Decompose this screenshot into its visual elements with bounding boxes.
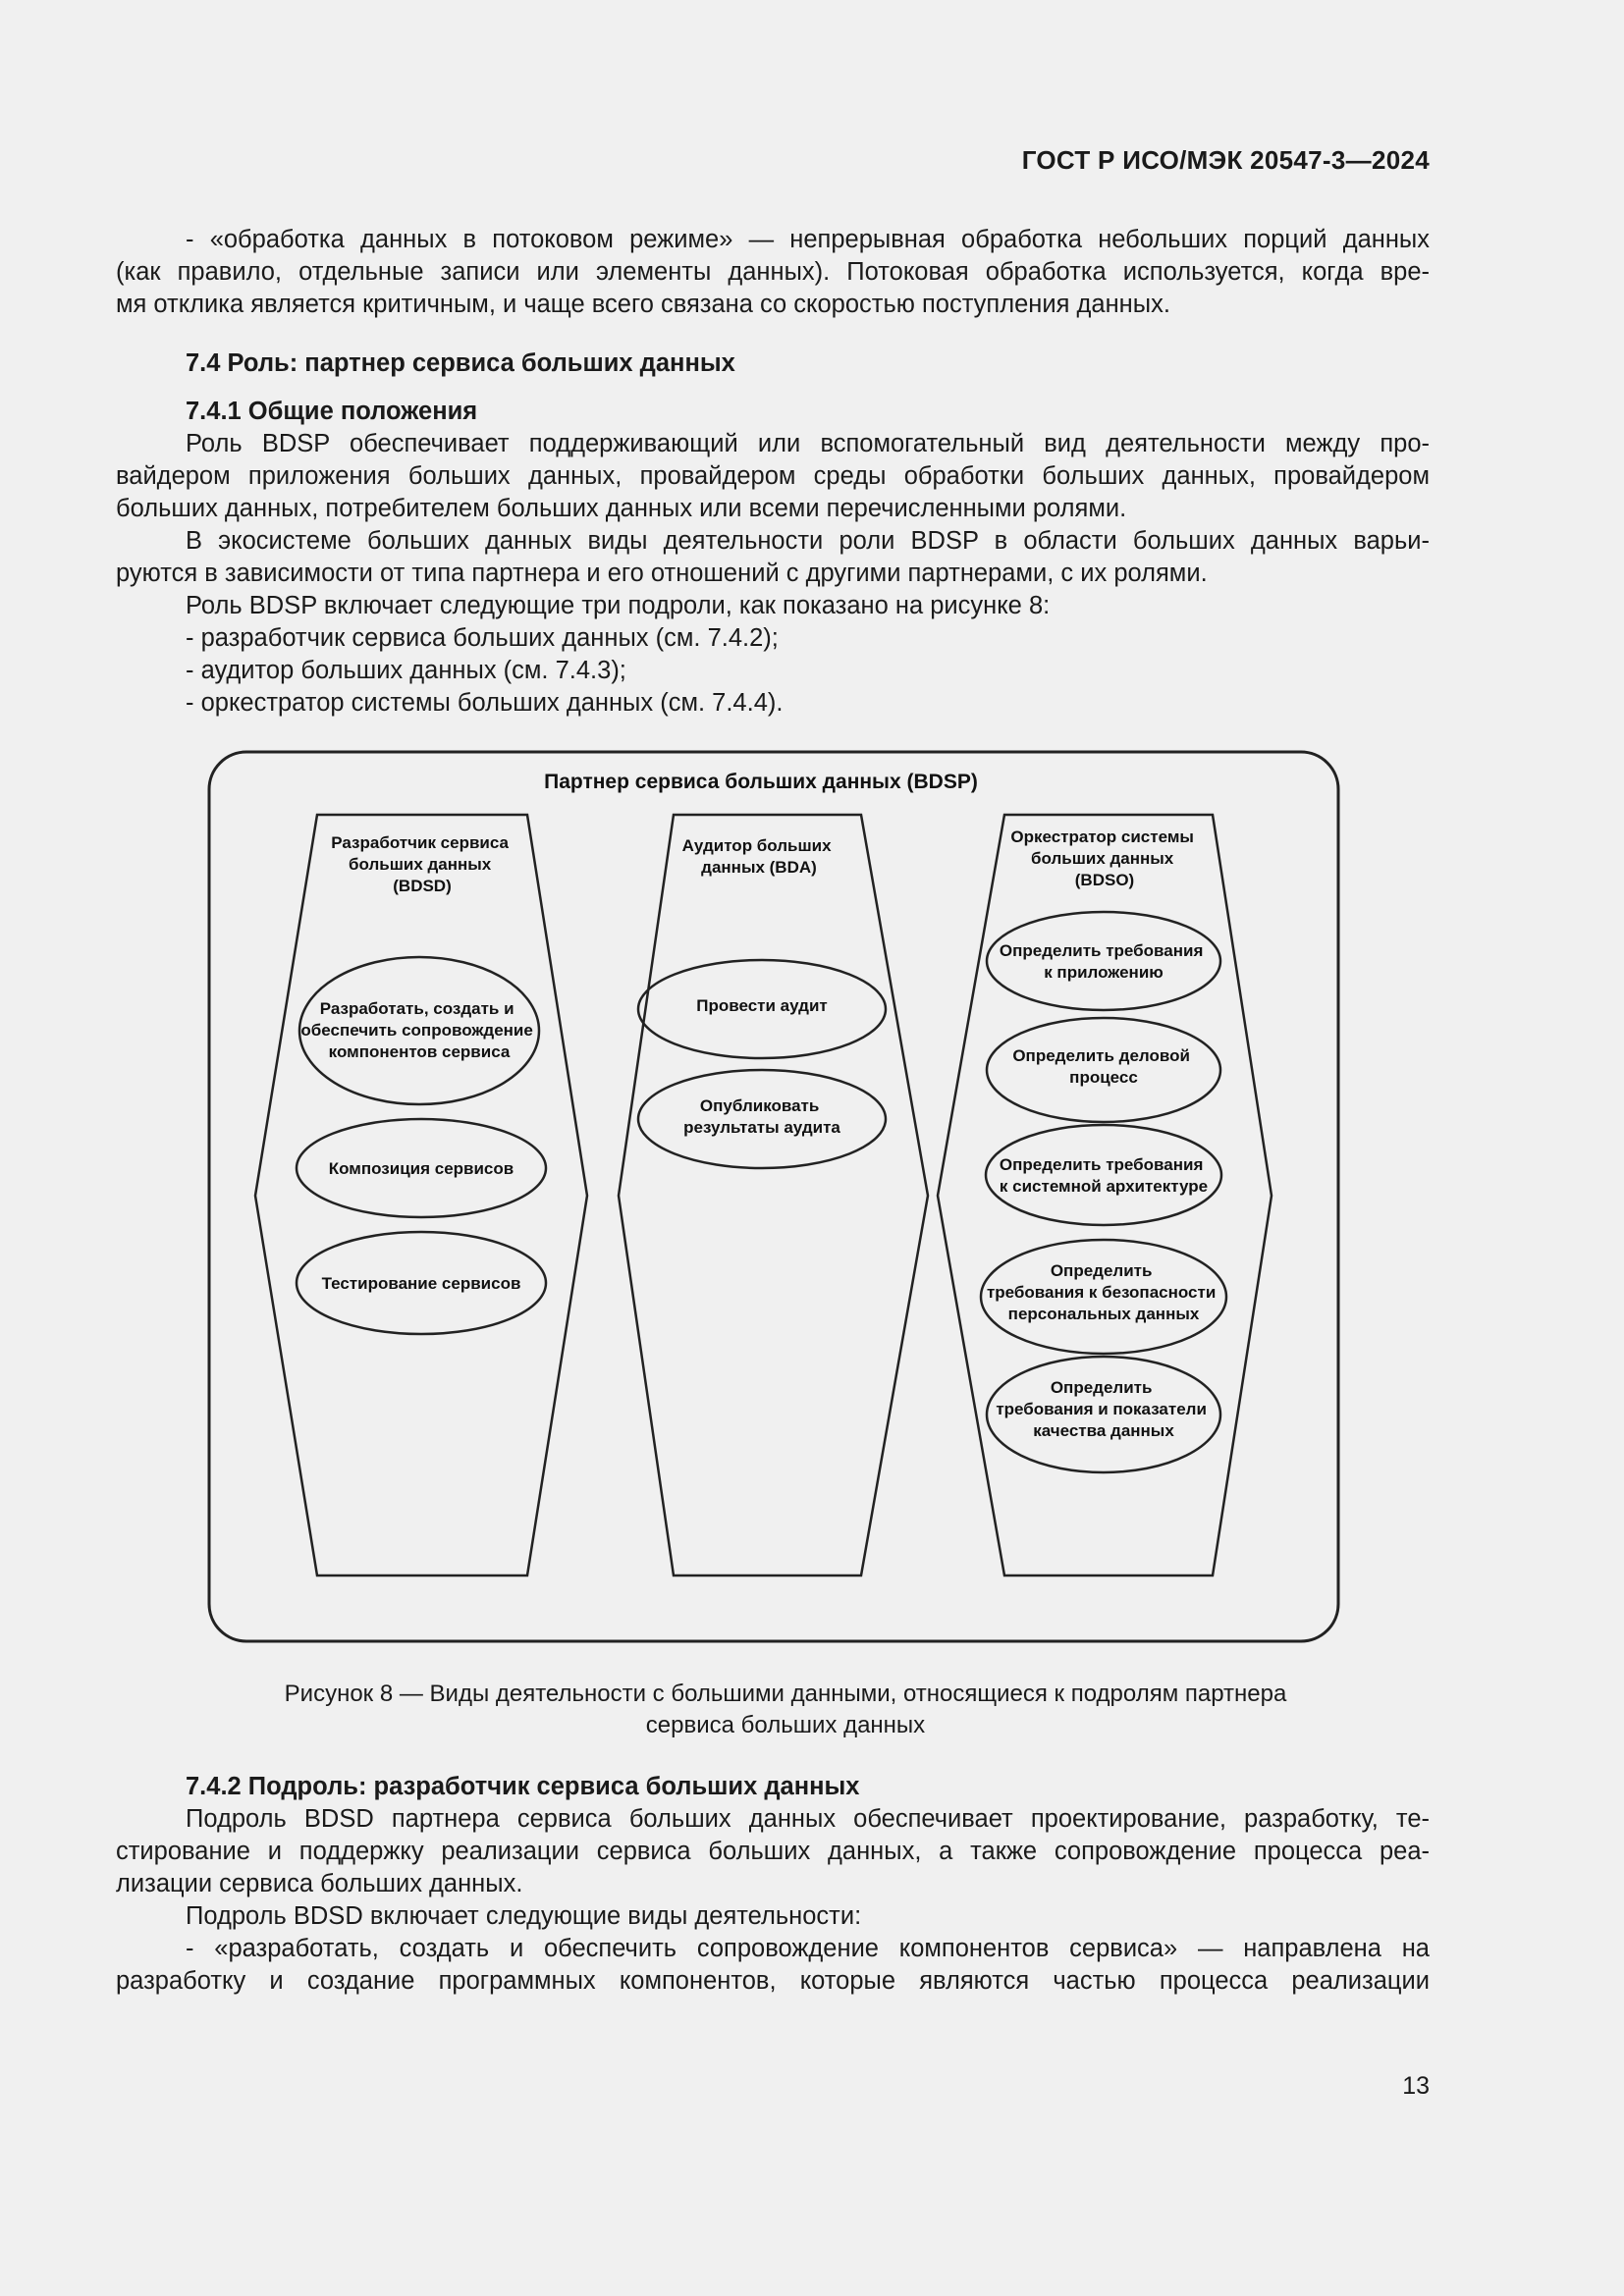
paragraph-line: Роль BDSP обеспечивает поддерживающий или вспомогательный вид деятельности между про- bbox=[186, 430, 1430, 457]
caption-line: Рисунок 8 — Виды деятельности с большими данными, относящиеся к подролям партнера bbox=[284, 1681, 1287, 1707]
intro-line: (как правило, отдельные записи или элементы данных). Потоковая обработка используется, когда вре- bbox=[116, 258, 1430, 286]
section-7-4-2 bbox=[116, 1771, 1430, 1998]
bdso-title: Оркестратор системы больших данных (BDSO) bbox=[1010, 828, 1194, 889]
subsection-heading: 7.4.2 Подроль: разработчик сервиса больших данных bbox=[186, 1773, 860, 1800]
paragraph-line: стирование и поддержку реализации сервиса больших данных, а также сопровождение процесса реа- bbox=[116, 1838, 1430, 1865]
bda-hexagon bbox=[619, 815, 928, 1575]
bda-title: Аудитор больших данных (BDA) bbox=[681, 836, 832, 877]
subsection-heading: 7.4.1 Общие положения bbox=[186, 398, 478, 425]
activity-personal-data-security: Определить требования к безопасности персональных данных bbox=[986, 1261, 1217, 1323]
bdsd-hexagon bbox=[255, 815, 587, 1575]
activity-system-architecture: Определить требования к системной архитектуре bbox=[999, 1155, 1209, 1196]
paragraph-line: В экосистеме больших данных виды деятельности роли BDSP в области больших данных варьи- bbox=[186, 527, 1430, 555]
activity-app-requirements: Определить требования к приложению bbox=[999, 941, 1204, 982]
paragraph-line: Роль BDSP включает следующие три подроли, как показано на рисунке 8: bbox=[186, 592, 1051, 619]
paragraph-line: Подроль BDSD включает следующие виды деятельности: bbox=[186, 1902, 862, 1930]
activity-publish-audit-results: Опубликовать результаты аудита bbox=[683, 1096, 840, 1137]
activity-business-process: Определить деловой процесс bbox=[1012, 1046, 1190, 1087]
paragraph-line: больших данных, потребителем больших данных или всеми перечисленными ролями. bbox=[116, 495, 1127, 522]
list-item: - разработчик сервиса больших данных (см. 7.4.2); bbox=[186, 624, 779, 652]
paragraph-line: разработку и создание программных компонентов, которые являются частью процесса реализации bbox=[116, 1967, 1430, 1995]
paragraph-line: - «разработать, создать и обеспечить сопровождение компонентов сервиса» — направлена на bbox=[186, 1935, 1430, 1962]
list-item: - оркестратор системы больших данных (см. 7.4.4). bbox=[186, 689, 784, 717]
activity-service-testing: Тестирование сервисов bbox=[321, 1274, 521, 1293]
caption-line: сервиса больших данных bbox=[645, 1712, 926, 1738]
activity-service-composition: Композиция сервисов bbox=[328, 1159, 514, 1178]
intro-line: мя отклика является критичным, и чаще всего связана со скоростью поступления данных. bbox=[116, 291, 1170, 318]
paragraph-line: Подроль BDSD партнера сервиса больших данных обеспечивает проектирование, разработку, те- bbox=[186, 1805, 1430, 1833]
bdsp-outer-frame bbox=[209, 752, 1338, 1641]
list-item: - аудитор больших данных (см. 7.4.3); bbox=[186, 657, 626, 684]
paragraph-line: лизации сервиса больших данных. bbox=[116, 1870, 523, 1897]
activity-conduct-audit: Провести аудит bbox=[696, 996, 828, 1015]
activity-develop-components: Разработать, создать и обеспечить сопровождение компонентов сервиса bbox=[300, 999, 533, 1061]
section-heading: 7.4 Роль: партнер сервиса больших данных bbox=[186, 349, 735, 377]
paragraph-line: вайдером приложения больших данных, провайдером среды обработки больших данных, провайдером bbox=[116, 462, 1430, 490]
page-number: 13 bbox=[1402, 2072, 1430, 2100]
document-header-title: ГОСТ Р ИСО/МЭК 20547-3—2024 bbox=[1021, 145, 1430, 175]
figure-title: Партнер сервиса больших данных (BDSP) bbox=[544, 771, 978, 793]
bdsd-title: Разработчик сервиса больших данных (BDSD) bbox=[331, 833, 509, 895]
activity-ellipse bbox=[986, 1125, 1221, 1225]
paragraph-line: руются в зависимости от типа партнера и его отношений с другими партнерами, с их ролями. bbox=[116, 560, 1208, 587]
activity-ellipse bbox=[987, 912, 1220, 1010]
activity-data-quality: Определить требования и показатели качества данных bbox=[996, 1378, 1207, 1440]
intro-line: - «обработка данных в потоковом режиме» — непрерывная обработка небольших порций данных bbox=[186, 226, 1430, 253]
figure-caption bbox=[196, 1679, 1375, 1741]
